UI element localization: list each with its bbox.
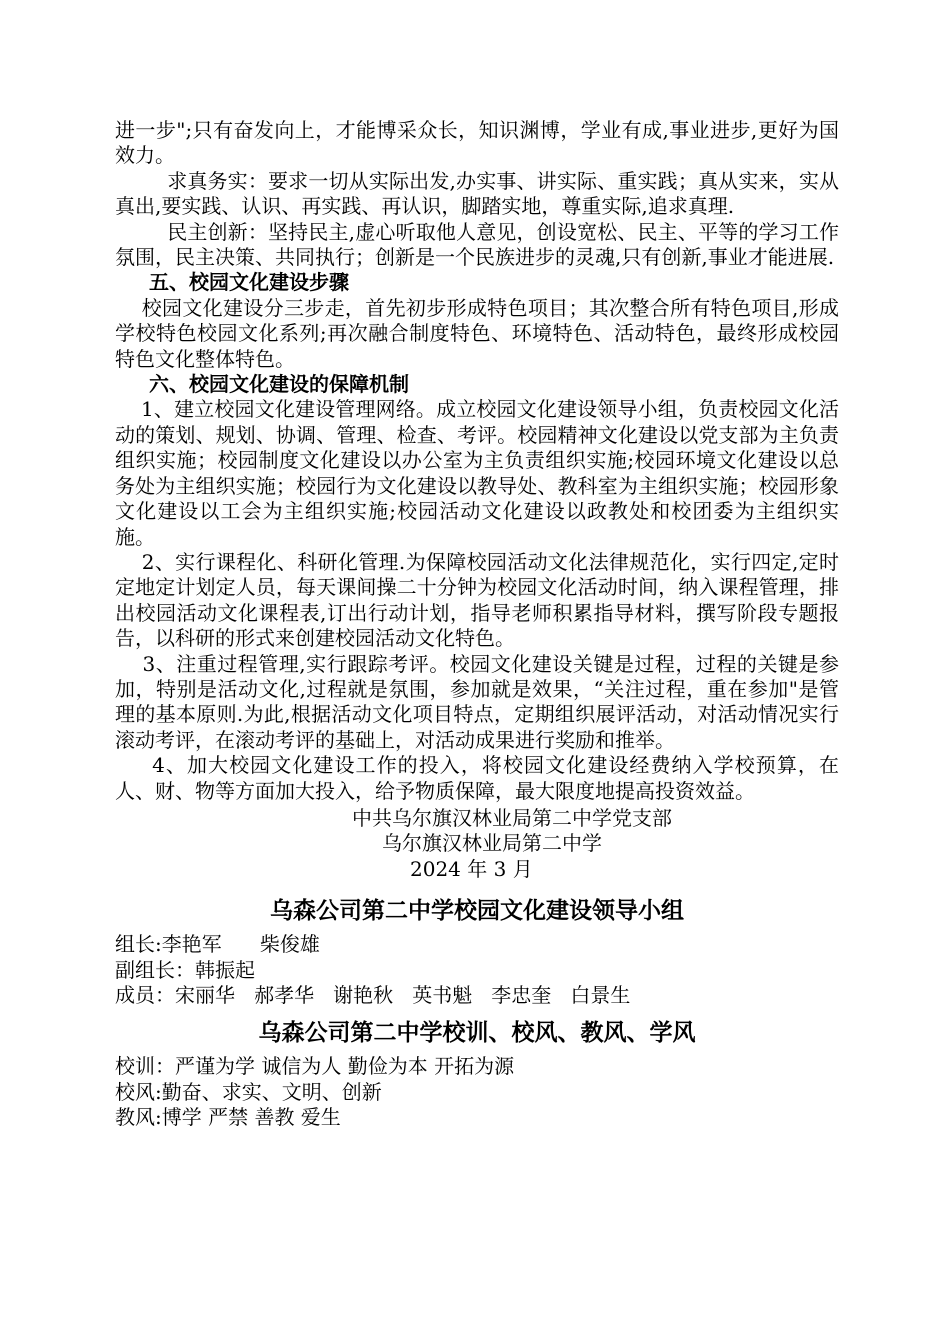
school-style: 校风:勤奋、求实、文明、创新 [115, 1079, 382, 1104]
signature-party-branch: 中共乌尔旗汉林业局第二中学党支部 [352, 805, 672, 830]
section6-item-1: 1、建立校园文化建设管理网络。成立校园文化建设领导小组，负责校园文化活动的策划、规划、协调、管理、检查、考评。校园精神文化建设以党支部为主负责组织实施；校园制度文化建设以办公室为主负责组织实施;校园环境文化建设以总务处为主组织实施；校园行为文化建设以教导处、教科室为主组织实施；校园形象文化建设以工会为主组织实施;校园活动文化建设以政教处和校团委为主组织实施。 [115, 397, 839, 549]
section6-item-3: 3、注重过程管理,实行跟踪考评。校园文化建设关键是过程，过程的关键是参加，特别是活动文化,过程就是氛围，参加就是效果，“关注过程，重在参加"是管理的基本原则.为此,根据活动文化项目特点，定期组织展评活动，对活动情况实行滚动考评，在滚动考评的基础上，对活动成果进行奖励和推举。 [115, 651, 839, 752]
teaching-style: 教风:博学 严禁 善教 爱生 [115, 1105, 341, 1130]
paragraph-democracy: 民主创新：坚持民主,虚心听取他人意见，创设宽松、民主、平等的学习工作氛围，民主决策、共同执行；创新是一个民族进步的灵魂,只有创新,事业才能进展. [115, 219, 840, 270]
section6-item-4: 4、加大校园文化建设工作的投入，将校园文化建设经费纳入学校预算，在人、财、物等方面加大投入，给予物质保障，最大限度地提高投资效益。 [115, 753, 839, 803]
school-motto: 校训：严谨为学 诚信为人 勤俭为本 开拓为源 [115, 1054, 515, 1079]
group-deputy: 副组长：韩振起 [115, 957, 255, 982]
section6-item-2: 2、实行课程化、科研化管理.为保障校园活动文化法律规范化，实行四定,定时定地定计划定人员，每天课间操二十分钟为校园文化活动时间，纳入课程管理，排出校园活动文化课程表,订出行动计划，指导老师积累指导材料，撰写阶段专题报告，以科研的形式来创建校园活动文化特色。 [115, 549, 839, 651]
signature-school: 乌尔旗汉林业局第二中学 [382, 831, 602, 856]
group-members: 成员：宋丽华 郝孝华 谢艳秋 英书魁 李忠奎 白景生 [115, 983, 631, 1007]
motto-title: 乌森公司第二中学校训、校风、教风、学风 [258, 1020, 696, 1047]
section5-heading: 五、校园文化建设步骤 [149, 270, 349, 295]
paragraph-truth: 求真务实：要求一切从实际出发,办实事、讲实际、重实践；真从实来，实从真出,要实践、认识、再实践、再认识，脚踏实地，尊重实际,追求真理. [115, 168, 840, 219]
section5-body: 校园文化建设分三步走，首先初步形成特色项目；其次整合所有特色项目,形成学校特色校园文化系列;再次融合制度特色、环境特色、活动特色，最终形成校园特色文化整体特色。 [115, 295, 839, 371]
section6-heading: 六、校园文化建设的保障机制 [149, 372, 409, 397]
signature-date: 2024 年 3 月 [410, 856, 533, 881]
document-page [115, 118, 839, 1131]
group-leader: 组长:李艳军 柴俊雄 [115, 932, 320, 957]
leadership-group-title: 乌森公司第二中学校园文化建设领导小组 [270, 898, 684, 925]
signature-block [115, 806, 839, 882]
paragraph-progress: 进一步";只有奋发向上，才能博采众长，知识渊博，学业有成,事业进步,更好为国效力。 [115, 118, 839, 168]
